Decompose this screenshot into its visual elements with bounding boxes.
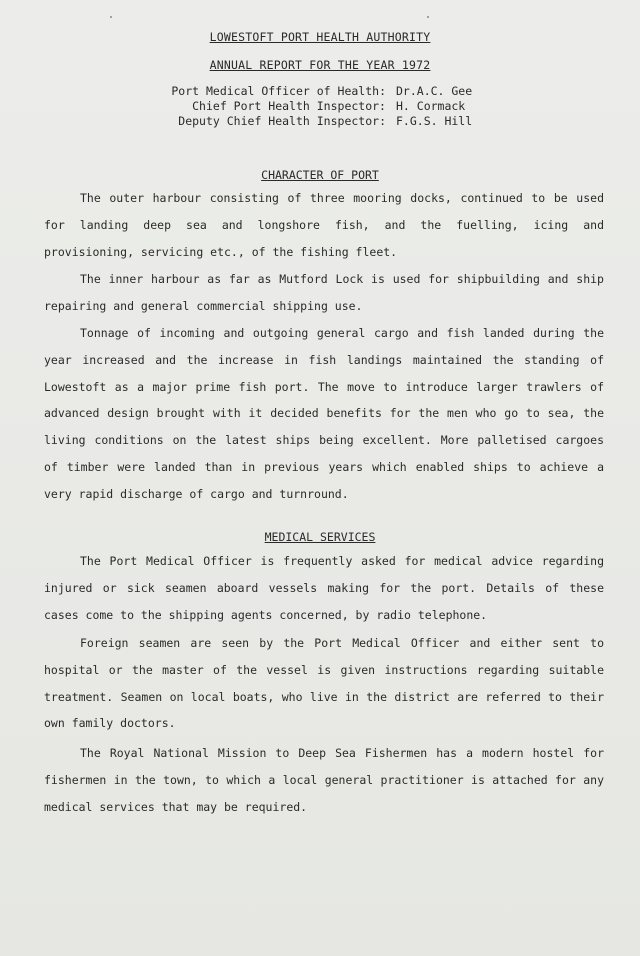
- section-heading-medical-services: MEDICAL SERVICES: [264, 530, 376, 544]
- paper-speck: [110, 16, 112, 18]
- officer-list: [158, 84, 472, 129]
- paragraph-foreign-seamen: Foreign seamen are seen by the Port Medical Officer and either sent to hospital or the master of the vessel is given instructions regarding suitable treatment. Seamen on local boats, who live in the district are referred to their own family doctors.: [44, 636, 604, 731]
- officer-role: Chief Port Health Inspector:: [192, 99, 386, 113]
- paper-speck: [427, 16, 429, 18]
- paragraph-royal-mission: The Royal National Mission to Deep Sea Fishermen has a modern hostel for fishermen in the town, to which a local general practitioner is attached for any medical services that may be required.: [44, 746, 604, 814]
- officer-role: Port Medical Officer of Health:: [171, 84, 386, 98]
- authority-title: LOWESTOFT PORT HEALTH AUTHORITY: [209, 30, 431, 44]
- paragraph-medical-advice: The Port Medical Officer is frequently asked for medical advice regarding injured or sick seamen aboard vessels making for the port. Details of these cases come to the shipping agents concerned, by radio telephone.: [44, 554, 604, 622]
- officer-row: [158, 99, 472, 114]
- paragraph-inner-harbour: The inner harbour as far as Mutford Lock is used for shipbuilding and ship repairing and general commercial shipping use.: [44, 272, 604, 313]
- officer-row: [158, 84, 472, 99]
- section-heading-character-of-port: CHARACTER OF PORT: [261, 168, 379, 182]
- report-title: ANNUAL REPORT FOR THE YEAR 1972: [209, 58, 431, 72]
- officer-name: H. Cormack: [396, 99, 466, 113]
- officer-role: Deputy Chief Health Inspector:: [178, 114, 386, 128]
- paragraph-tonnage: Tonnage of incoming and outgoing general cargo and fish landed during the year increased and the increase in fish landings maintained the standing of Lowestoft as a major prime fish port. The move to introduce larger trawlers of advanced design brought with it decided benefits for the men who go to sea, the living conditions on the latest ships being excellent. More palletised cargoes of timber were landed than in previous years which enabled ships to achieve a very rapid discharge of cargo and turnround.: [44, 326, 604, 501]
- officer-name: F.G.S. Hill: [396, 114, 473, 128]
- paragraph-outer-harbour: The outer harbour consisting of three mooring docks, continued to be used for landing deep sea and longshore fish, and the fuelling, icing and provisioning, servicing etc., of the fishing fleet.: [44, 191, 604, 259]
- officer-row: [158, 114, 472, 129]
- officer-name: Dr.A.C. Gee: [396, 84, 473, 98]
